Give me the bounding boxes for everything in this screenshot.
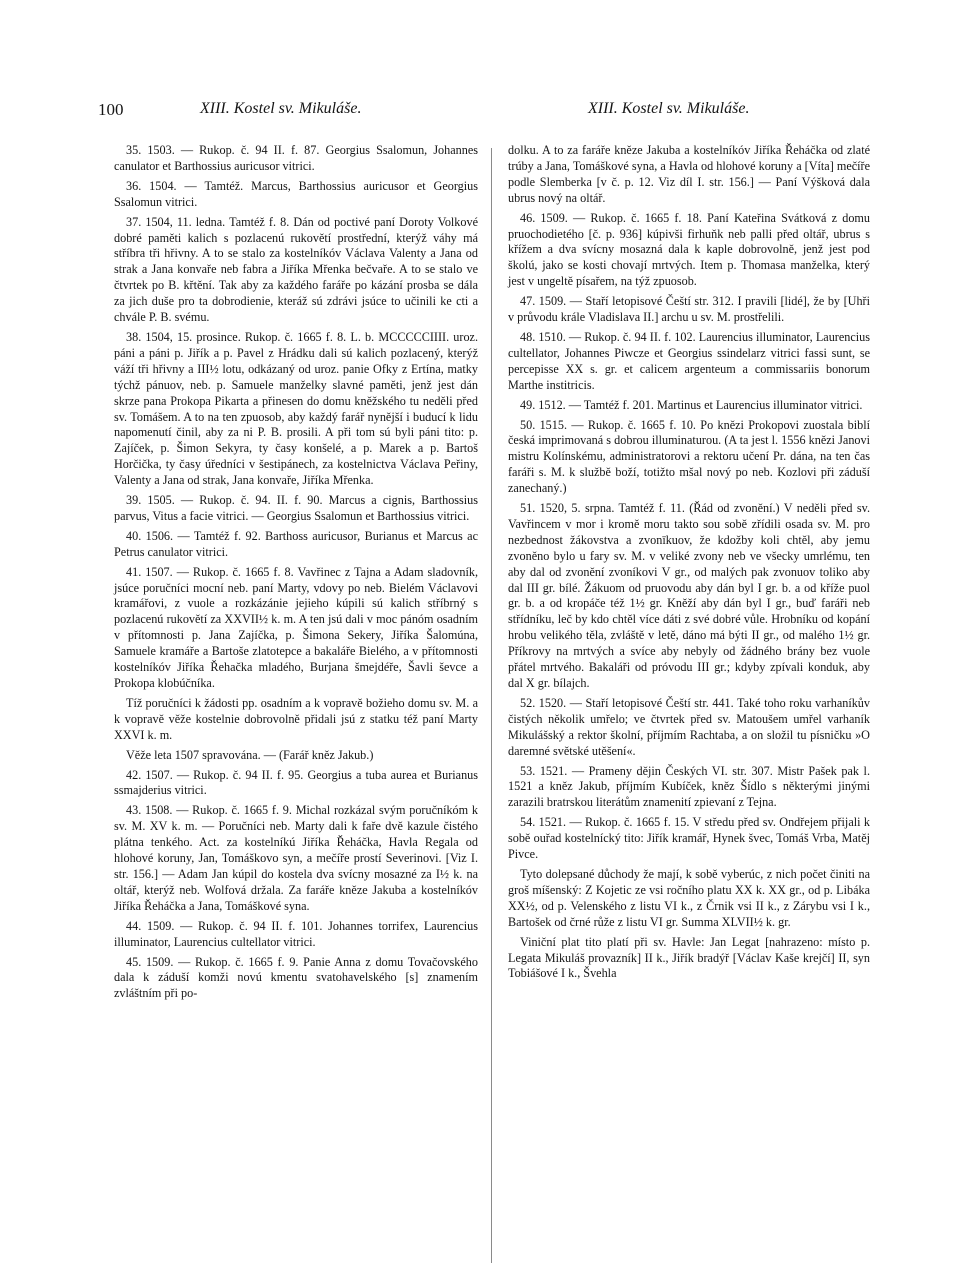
column-divider <box>491 148 492 1263</box>
entry-41: 41. 1507. — Rukop. č. 1665 f. 8. Vavřinec z Tajna a Adam sladovník, jsúce poručníci mocní neb. paní Marty, vdovy po neb. Bielém Václavovi kramářovi, z vuole a rozkázánie jejieho kúpili sú kalich stříbrný s pozlacenú rukovětí za XXVII½ k. m. A ten jsú dali v moc pánóm osadním v přítomnosti p. Jana Zajíčka, p. Šimona Sekery, Jiříka Šalomúna, Samuele kramáře a Bartoše zlatotepce a bakaláře Bielého, a v přítomnosti kostelníkóv Jiříka Řehačka mladého, Burjana šmejdéře, Šavli ševce a Prokopa klobúčníka. <box>114 564 478 690</box>
entry-46: 46. 1509. — Rukop. č. 1665 f. 18. Paní Kateřina Svátková z domu pruochodietého [č. p. 936] kúpivši firhuňk neb palli před oltář, ubrus s křížem a dva svícny mosazná dala k kaple dobrovolně, jenž jest pod školú, jako se kosti chovají mrtvých. Item p. Thomasa manželka, který jest v ungeltě písařem, na týž zpuosob. <box>508 210 870 289</box>
entry-54-income: Tyto dolepsané důchody že mají, k sobě vyberúc, z nich počet činiti na groš míšenský: Z Kojetic ze vsi ročního platu XX k. XX gr., od p. Libáka XX½, od p. Velenského z listu VI k., z Črnik vsi II k., z Zárybu vsi I k., Bartošek od črné růže z listu VI gr. Summa XLVII½ k. gr. <box>508 866 870 929</box>
right-column <box>508 143 870 986</box>
entry-38: 38. 1504, 15. prosince. Rukop. č. 1665 f. 8. L. b. MCCCCCIIII. uroz. páni a páni p. Jiřík a p. Pavel z Hrádku dali sú kalich pozlacený, kterýž váží tři hřivny a III½ lotu, odkázaný od uroz. panie Ofky z Ertína, matky týchž pánuov, neb. p. Samuele manželky slavné paměti, jenž jest dán skrze pana Prokopa Pikarta a přinesen do domu kněžského tu neděli před sv. Tomášem. A to na ten zpuosob, aby každý farář nynější i buducí k lidu napomenutí činil, aby za ni P. B. prosili. A při tom sú byli páni tito: p. Zajíček, p. Šimon Sekyra, ty časy konšelé, a p. Marek a p. Bartoš Horčička, ty časy úředníci v šestipánech, za kostelnictva Václava Peřiny, Valenty a Jana od strak, Jana konvaře, Jiříka Mřenka. <box>114 329 478 488</box>
entry-44: 44. 1509. — Rukop. č. 94 II. f. 101. Johannes torrifex, Laurencius illuminator, Laurencius cultellator vitrici. <box>114 918 478 949</box>
entry-41-tower: Věže leta 1507 spravována. — (Farář kněz Jakub.) <box>126 747 374 762</box>
running-header-right: XIII. Kostel sv. Mikuláše. <box>588 100 750 117</box>
entry-45-continued: dolku. A to za faráře kněze Jakuba a kostelníkóv Jiříka Řeháčka od zlaté trúby a Jana, Tomáškové syna, a Havla od hlohové koruny a [Víta] mečíře podle Slemberka [v č. p. 12. Viz díl I. str. 156.] — Paní Výšková dala ubrus nový na oltář. <box>508 143 870 205</box>
entry-36: 36. 1504. — Tamtéž. Marcus, Barthossius auricusor et Georgius Ssalomun vitrici. <box>114 178 478 209</box>
entry-35: 35. 1503. — Rukop. č. 94 II. f. 87. Georgius Ssalomun, Johannes canulator et Barthossius auricusor vitrici. <box>114 143 478 173</box>
entry-40: 40. 1506. — Tamtéž f. 92. Barthoss auricusor, Burianus et Marcus ac Petrus canulator vitrici. <box>114 528 478 559</box>
entry-43: 43. 1508. — Rukop. č. 1665 f. 9. Michal rozkázal svým poručníkóm k sv. M. XV k. m. — Poručníci neb. Marty dali k faře dvě kazule čistého plátna tenkého. Act. za kostelníkú Jiříka Řeháčka, Havla Regala od hlohové koruny, Jan, Tomáškovo syn, a mečíře prostí Severinovi. [Viz I. str. 156.] — Adam Jan kúpil do kostela dva svícny mosazné za I½ k. na oltář, kterýž neb. Wolfová držala. Za faráře kněze Jakuba a kostelníkóv Jiříka Řeháčka a Jana, Tomáškové syna. <box>114 803 478 913</box>
entry-50: 50. 1515. — Rukop. č. 1665 f. 10. Po knězi Prokopovi zuostala biblí česká imprimovaná s dobrou illuminaturou. (A ta jest l. 1556 knězi Janovi mistru Kolínskému, administratorovi a rektoru učení Pr. dána, na ten čas faráři s. M. k službě boží, totižto mšal nový po neb. Kozlovi při záduší zanechaný.) <box>508 417 870 496</box>
entry-51: 51. 1520, 5. srpna. Tamtéž f. 11. (Řád od zvonění.) V neděli před sv. Vavřincem v mor i kromě moru takto sou sobě zřídili osada sv. M. pro nezbednost žákovstva a zvonīkuov, že kdožby koli chtěl, aby jemu zvoněno bylo u fary sv. M. v veliké zvony neb ve všecky umrlému, ten aby dal od zvonění zvoníkovi V gr., od malých pak zvonuov toliko aby dal III gr. bílé. Žákuom od pruovodu aby dán byl I gr. b. a od kříže puol gr. b. a od kropáče též 1½ gr. Kněží aby dán byl I gr., buď faráři neb střídníku, leč by kdo chtěl více dáti z své dobré vůle. Hrobníku od kopání hrobu velikého těla, zvláště v letě, dáno má býti II gr., od malého 1½ gr. Příkrovy na mrtvých a svíce aby nebyly od žádného brány bez vuole přátel mrtvého. Bakaláři od próvodu III gr.; kdyby zpívali konduk, aby dal X gr. bílajch. <box>508 501 870 690</box>
entry-45: 45. 1509. — Rukop. č. 1665 f. 9. Panie Anna z domu Tovačovského dala k záduší komži novú kmentu svatohavelského [s] znamením zvláštním při po- <box>114 954 478 1001</box>
entry-37: 37. 1504, 11. ledna. Tamtéž f. 8. Dán od poctivé paní Doroty Volkové dobré paměti kalich s pozlacenú rukovětí prostřední, kterýž váhy má stříbra tři hřivny. A to se stalo za kostelníkóv Václava Valenty a Jana od strak a Jana konvaře neb fabra a Jiříka Mřenka bečvaře. A to se stalo ve čtvrtek po B. křtění. Tak aby za každého faráře po kázání prosba se dála za jich duše pro ta dobrodienie, kteráž sú zdrávi jsúce to učinili ke cti a chvále P. B. svému. <box>114 214 478 325</box>
entry-42: 42. 1507. — Rukop. č. 94 II. f. 95. Georgius a tuba aurea et Burianus ssmajderius vitrici. <box>114 767 478 798</box>
running-header-left: XIII. Kostel sv. Mikuláše. <box>200 100 362 117</box>
entry-54-vineyard: Viniční plat tito platí při sv. Havle: Jan Legat [nahrazeno: místo p. Legata Mikuláš provazník] II k., Jiřík bradýř [Václav Kaše krejčí] II, syn Tobiášové I k., Švehla <box>508 934 870 981</box>
entry-41-note: Tíž poručníci k žádosti pp. osadním a k vopravě božieho domu sv. M. a k vopravě věže kostelnie dobrovolně přidali jsú z statku též paní Marty XXVI k. m. <box>114 695 478 742</box>
left-column <box>114 143 478 1006</box>
entry-39: 39. 1505. — Rukop. č. 94. II. f. 90. Marcus a cignis, Barthossius parvus, Vitus a facie vitrici. — Georgius Ssalomun et Barthossius vitrici. <box>114 493 478 523</box>
entry-49: 49. 1512. — Tamtéž f. 201. Martinus et Laurencius illuminator vitrici. <box>520 397 863 412</box>
entry-48: 48. 1510. — Rukop. č. 94 II. f. 102. Laurencius illuminator, Laurencius cultellator, Johannes Piwcze et Georgius ssindelarz vitrici fassi sunt, se percepisse XX s. gr. et calicem argenteum a commissariis bonorum Marthe institricis. <box>508 329 870 392</box>
entry-52: 52. 1520. — Staří letopisové Čeští str. 441. Také toho roku varhaníkův čistých několik umřelo; ve čtvrtek před sv. Matoušem umřel varhaník Mikulášský a rektor školní, příjmím Rachtaba, a on složil tu písničku »O daremné světské utěšení«. <box>508 695 870 758</box>
entry-47: 47. 1509. — Staří letopisové Čeští str. 312. I pravili [lidé], že by [Uhři v průvodu krále Vladislava II.] archu u sv. M. prostřelili. <box>508 294 870 325</box>
entry-54: 54. 1521. — Rukop. č. 1665 f. 15. V středu před sv. Ondřejem přijali k sobě ouřad kostelnícký tito: Jiřík kramář, Hynek švec, Tomáš Vrba, Matěj Pivce. <box>508 815 870 862</box>
page-number: 100 <box>98 100 124 119</box>
entry-53: 53. 1521. — Prameny dějin Českých VI. str. 307. Mistr Pašek pak l. 1521 a kněz Jakub, příjmím Kubíček, kněz Šídlo s některými jinými zarazili bratrskou literátům znamenití zpievaní z Tejna. <box>508 763 870 810</box>
